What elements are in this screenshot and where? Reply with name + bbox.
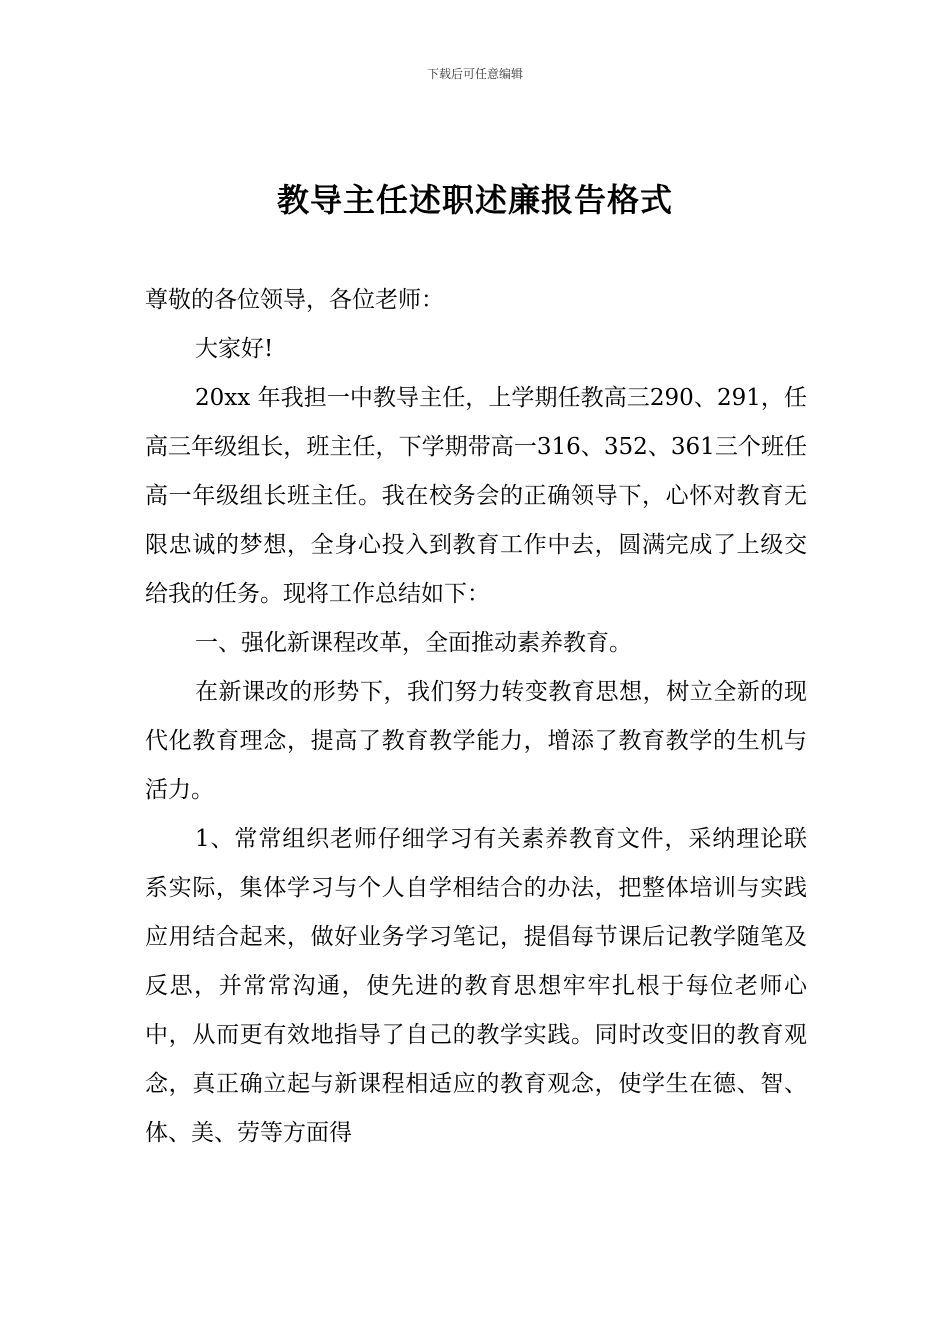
body-paragraph: 在新课改的形势下，我们努力转变教育思想，树立全新的现代化教育理念，提高了教育教学能力，增添了教育教学的生机与活力。 (145, 679, 807, 803)
body-paragraph: 1、常常组织老师仔细学习有关素养教育文件，采纳理论联系实际，集体学习与个人自学相结合的办法，把整体培训与实践应用结合起来，做好业务学习笔记，提倡每节课后记教学随笔及反思，并常常沟通，使先进的教育思想牢牢扎根于每位老师心中，从而更有效地指导了自己的教学实践。同时改变旧的教育观念，真正确立起与新课程相适应的教育观念，使学生在德、智、体、美、劳等方面得 (145, 826, 807, 1146)
intro-paragraph: 20xx 年我担一中教导主任，上学期任教高三290、291，任高三年级组长，班主任，下学期带高一316、352、361三个班任高一年级组长班主任。我在校务会的正确领导下，心怀对教育无限忠诚的梦想，全身心投入到教育工作中去，圆满完成了上级交给我的任务。现将工作总结如下： (145, 385, 807, 607)
document-body (145, 276, 807, 1158)
section-heading-1: 一、强化新课程改革，全面推动素养教育。 (195, 630, 632, 656)
greeting-paragraph: 大家好! (195, 336, 274, 362)
header-note: 下载后可任意编辑 (426, 67, 523, 81)
salutation-paragraph: 尊敬的各位领导，各位老师： (145, 287, 444, 313)
document-title: 教导主任述职述廉报告格式 (276, 181, 673, 219)
